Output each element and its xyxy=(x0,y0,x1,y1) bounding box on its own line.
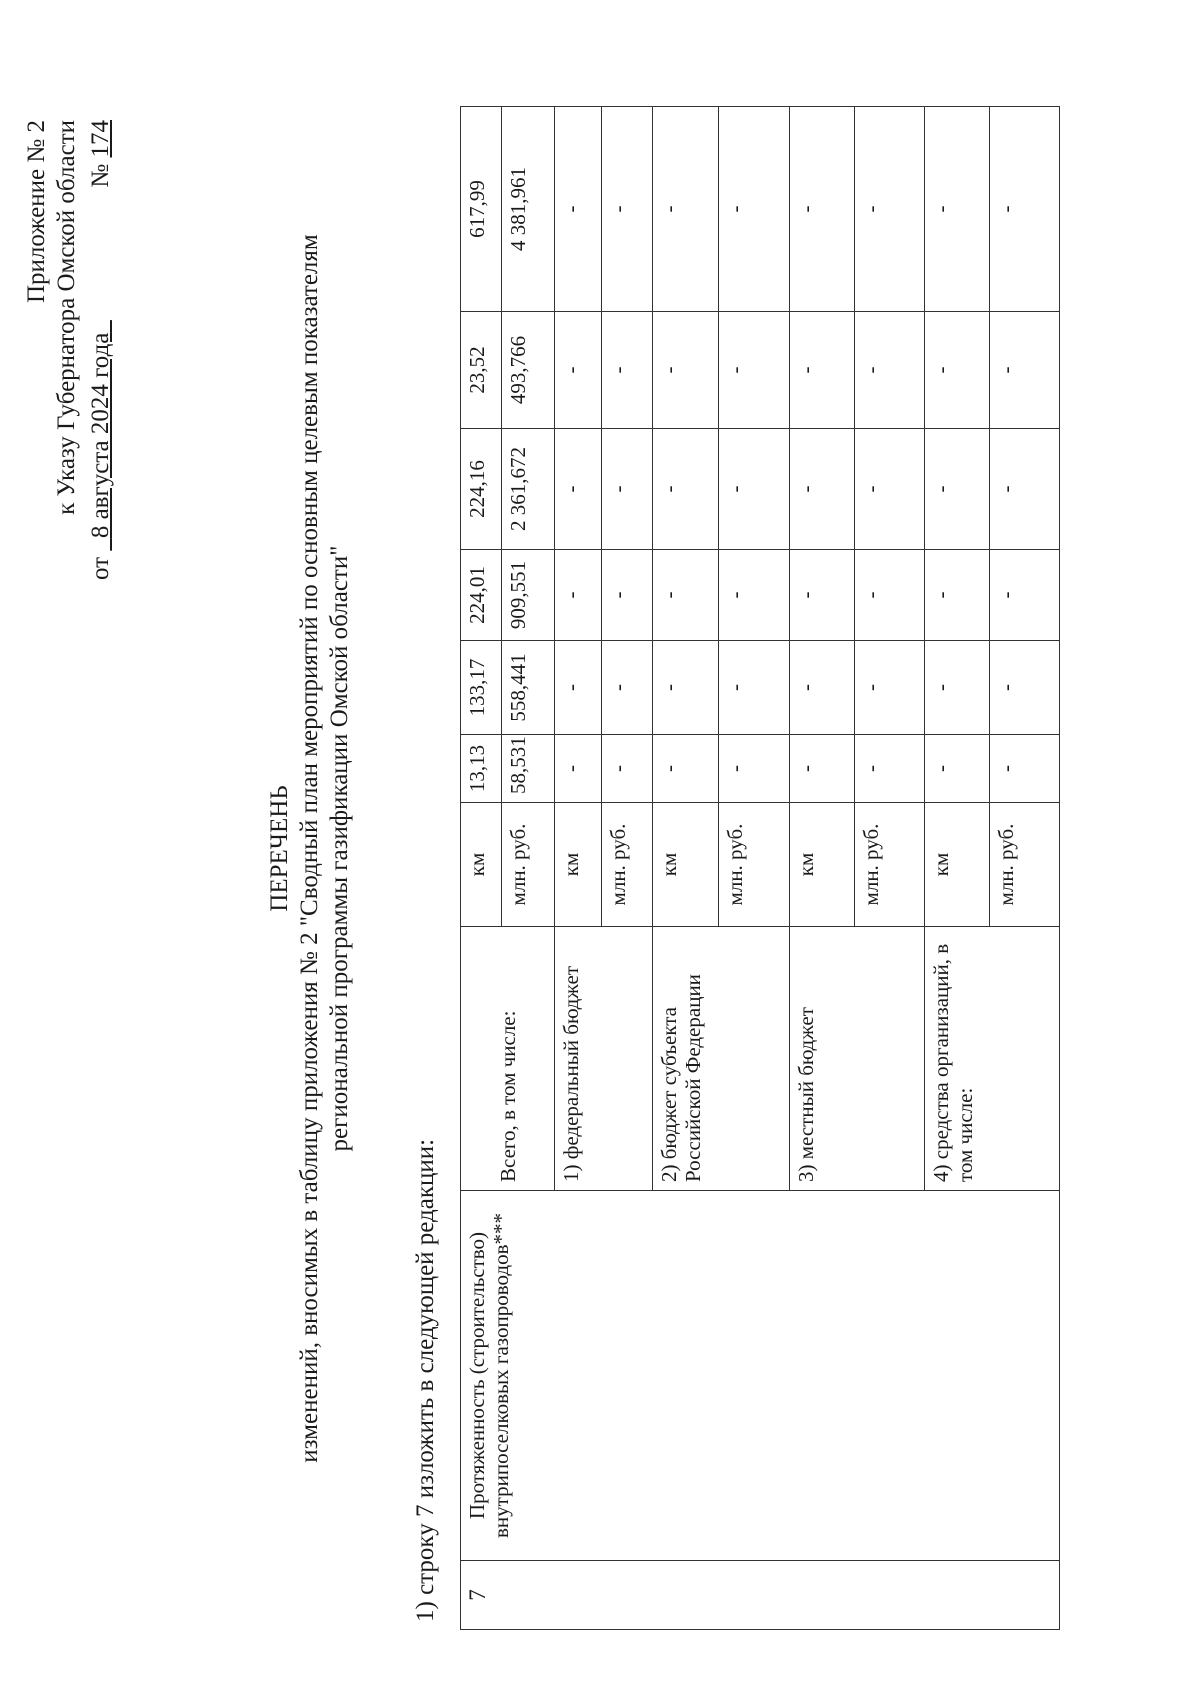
indicator-cell: Протяженность (строительство) внутрипоселковых газопроводов*** xyxy=(461,1191,1060,1561)
unit-cell: км xyxy=(461,803,502,927)
value-cell: 13,13 xyxy=(461,735,502,803)
amendment-instruction: 1) строку 7 изложить в следующей редакции: xyxy=(412,1138,439,1622)
table-row xyxy=(461,107,502,1630)
value-cell: - xyxy=(719,550,790,641)
unit-cell: млн. руб. xyxy=(990,803,1060,927)
value-cell: - xyxy=(790,107,855,312)
value-cell: 224,16 xyxy=(461,429,502,550)
value-cell: 909,551 xyxy=(502,550,555,641)
value-cell: - xyxy=(990,550,1060,641)
number-prefix: № xyxy=(87,163,114,188)
value-cell: - xyxy=(602,107,653,312)
value-cell: - xyxy=(925,312,990,429)
value-cell: - xyxy=(925,429,990,550)
document-title: ПЕРЕЧЕНЬ xyxy=(266,785,293,912)
value-cell: - xyxy=(653,641,719,735)
value-cell: - xyxy=(653,107,719,312)
decree-reference: к Указу Губернатора Омской области xyxy=(53,120,80,515)
unit-cell: млн. руб. xyxy=(719,803,790,927)
value-cell: - xyxy=(653,735,719,803)
value-cell: - xyxy=(855,641,925,735)
value-cell: - xyxy=(719,429,790,550)
value-cell: - xyxy=(790,312,855,429)
value-cell: - xyxy=(990,107,1060,312)
value-cell: - xyxy=(653,312,719,429)
value-cell: 58,531 xyxy=(502,735,555,803)
unit-cell: млн. руб. xyxy=(855,803,925,927)
value-cell: 133,17 xyxy=(461,641,502,735)
unit-cell: км xyxy=(790,803,855,927)
value-cell: - xyxy=(653,429,719,550)
value-cell: - xyxy=(555,429,602,550)
amendment-table-body xyxy=(461,107,1060,1630)
document-subtitle-line-2: региональной программы газификации Омской области" xyxy=(326,545,353,1152)
value-cell: - xyxy=(653,550,719,641)
value-cell: 493,766 xyxy=(502,312,555,429)
from-prefix: от xyxy=(87,556,114,581)
value-cell: - xyxy=(925,107,990,312)
decree-date xyxy=(87,320,114,551)
value-cell: - xyxy=(719,107,790,312)
value-cell: - xyxy=(855,550,925,641)
value-cell: - xyxy=(990,312,1060,429)
funding-source-label: Всего, в том числе: xyxy=(461,927,555,1191)
value-cell: - xyxy=(602,641,653,735)
value-cell: - xyxy=(855,312,925,429)
value-cell: - xyxy=(990,641,1060,735)
value-cell: 224,01 xyxy=(461,550,502,641)
value-cell: - xyxy=(719,312,790,429)
value-cell: - xyxy=(790,735,855,803)
funding-source-label: 4) средства организаций, в том числе: xyxy=(925,927,1060,1191)
unit-cell: км xyxy=(653,803,719,927)
row-number-cell: 7 xyxy=(461,1561,1060,1630)
value-cell: - xyxy=(602,429,653,550)
document-subtitle-line-1: изменений, вносимых в таблицу приложения № 2 "Сводный план мероприятий по основным целевым показателям xyxy=(296,234,323,1463)
value-cell: - xyxy=(602,735,653,803)
amendment-table xyxy=(460,106,1060,1630)
decree-date-text: 8 августа 2024 года xyxy=(87,332,114,539)
value-cell: - xyxy=(602,312,653,429)
value-cell: - xyxy=(719,735,790,803)
value-cell: 558,441 xyxy=(502,641,555,735)
funding-source-label: 3) местный бюджет xyxy=(790,927,925,1191)
value-cell: - xyxy=(990,429,1060,550)
value-cell: - xyxy=(925,641,990,735)
value-cell: - xyxy=(555,641,602,735)
appendix-header xyxy=(22,120,116,580)
value-cell: - xyxy=(555,735,602,803)
value-cell: - xyxy=(602,550,653,641)
value-cell: - xyxy=(790,641,855,735)
value-cell: - xyxy=(555,550,602,641)
value-cell: 4 381,961 xyxy=(502,107,555,312)
value-cell: - xyxy=(555,107,602,312)
value-cell: - xyxy=(925,735,990,803)
value-cell: - xyxy=(790,429,855,550)
value-cell: - xyxy=(790,550,855,641)
decree-number: 174 xyxy=(87,120,114,158)
appendix-label: Приложение № 2 xyxy=(23,120,50,304)
funding-source-label: 2) бюджет субъекта Российской Федерации xyxy=(653,927,790,1191)
value-cell: - xyxy=(855,107,925,312)
funding-source-label: 1) федеральный бюджет xyxy=(555,927,653,1191)
unit-cell: км xyxy=(555,803,602,927)
value-cell: - xyxy=(555,312,602,429)
value-cell: - xyxy=(855,735,925,803)
value-cell: - xyxy=(990,735,1060,803)
value-cell: - xyxy=(719,641,790,735)
value-cell: 617,99 xyxy=(461,107,502,312)
unit-cell: млн. руб. xyxy=(602,803,653,927)
unit-cell: млн. руб. xyxy=(502,803,555,927)
decree-date-number xyxy=(86,120,116,580)
value-cell: - xyxy=(855,429,925,550)
value-cell: - xyxy=(925,550,990,641)
unit-cell: км xyxy=(925,803,990,927)
value-cell: 2 361,672 xyxy=(502,429,555,550)
value-cell: 23,52 xyxy=(461,312,502,429)
